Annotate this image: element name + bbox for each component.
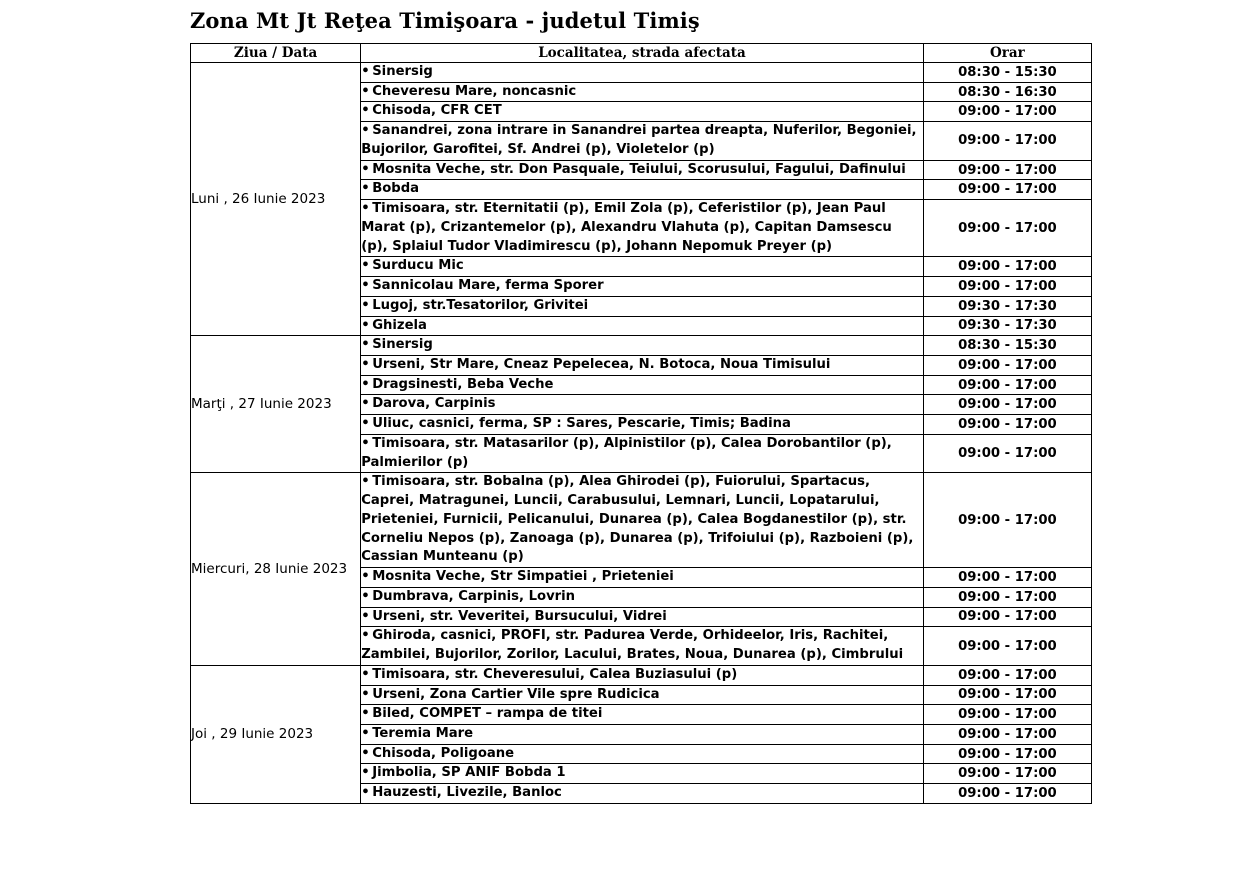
time-cell: 09:00 - 17:00 [923, 607, 1091, 627]
place-cell [361, 665, 924, 685]
table-row [191, 63, 1092, 83]
bullet-icon: • [361, 628, 370, 644]
place-cell [361, 102, 924, 122]
place-text: Dumbrava, Carpinis, Lovrin [372, 588, 576, 604]
place-cell [361, 356, 924, 376]
time-cell: 09:00 - 17:00 [923, 784, 1091, 804]
place-text: Lugoj, str.Tesatorilor, Grivitei [372, 297, 589, 313]
bullet-icon: • [361, 123, 370, 139]
place-text: Jimbolia, SP ANIF Bobda 1 [372, 765, 566, 781]
time-cell: 09:00 - 17:00 [923, 395, 1091, 415]
time-cell: 09:00 - 17:00 [923, 375, 1091, 395]
place-cell [361, 627, 924, 665]
place-cell [361, 316, 924, 336]
place-cell [361, 784, 924, 804]
place-cell [361, 63, 924, 83]
place-text: Timisoara, str. Eternitatii (p), Emil Zola (p), Ceferistilor (p), Jean Paul Marat (p), Crizantemelor (p), Alexandru Vlahuta (p), Capitan Damsescu (p), Splaiul Tudor Vladimirescu (p), Johann Nepomuk Preyer (p) [361, 201, 892, 254]
time-cell: 08:30 - 16:30 [923, 82, 1091, 102]
time-cell: 09:00 - 17:00 [923, 627, 1091, 665]
bullet-icon: • [361, 337, 370, 353]
place-text: Urseni, Str Mare, Cneaz Pepelecea, N. Botoca, Noua Timisului [372, 357, 831, 373]
place-text: Sinersig [372, 337, 433, 353]
time-cell: 09:00 - 17:00 [923, 102, 1091, 122]
bullet-icon: • [361, 83, 370, 99]
bullet-icon: • [361, 64, 370, 79]
column-header-time: Orar [923, 44, 1091, 63]
bullet-icon: • [361, 474, 370, 490]
page-title: Zona Mt Jt Reţea Timişoara - judetul Timiş [190, 8, 700, 33]
day-cell: Joi , 29 Iunie 2023 [191, 665, 361, 803]
time-cell: 09:00 - 17:00 [923, 160, 1091, 180]
bullet-icon: • [361, 317, 370, 333]
time-cell: 09:00 - 17:00 [923, 180, 1091, 200]
place-cell [361, 764, 924, 784]
place-cell [361, 415, 924, 435]
bullet-icon: • [361, 278, 370, 294]
time-cell: 09:00 - 17:00 [923, 705, 1091, 725]
place-text: Cheveresu Mare, noncasnic [372, 83, 577, 99]
place-text: Urseni, Zona Cartier Vile spre Rudicica [372, 686, 660, 702]
place-text: Uliuc, casnici, ferma, SP : Sares, Pescarie, Timis; Badina [372, 416, 791, 432]
time-cell: 08:30 - 15:30 [923, 336, 1091, 356]
place-text: Sinersig [372, 64, 433, 79]
place-cell [361, 473, 924, 568]
bullet-icon: • [361, 725, 370, 741]
place-cell [361, 744, 924, 764]
time-cell: 09:00 - 17:00 [923, 122, 1091, 160]
bullet-icon: • [361, 686, 370, 702]
place-cell [361, 122, 924, 160]
place-text: Chisoda, CFR CET [372, 103, 502, 119]
time-cell: 08:30 - 15:30 [923, 63, 1091, 83]
column-header-place: Localitatea, strada afectata [361, 44, 924, 63]
place-text: Ghiroda, casnici, PROFI, str. Padurea Verde, Orhideelor, Iris, Rachitei, Zambilei, Bujorilor, Zorilor, Lacului, Brates, Noua, Dunarea (p), Cimbrului [361, 628, 904, 663]
place-cell [361, 568, 924, 588]
table-header [191, 44, 1092, 63]
time-cell: 09:00 - 17:00 [923, 434, 1091, 472]
bullet-icon: • [361, 666, 370, 682]
bullet-icon: • [361, 765, 370, 781]
bullet-icon: • [361, 569, 370, 585]
place-cell [361, 160, 924, 180]
place-text: Timisoara, str. Matasarilor (p), Alpinistilor (p), Calea Dorobantilor (p), Palmierilor (p) [361, 435, 892, 470]
place-cell [361, 82, 924, 102]
place-text: Dragsinesti, Beba Veche [372, 376, 554, 392]
time-cell: 09:00 - 17:00 [923, 685, 1091, 705]
bullet-icon: • [361, 357, 370, 373]
table-row [191, 665, 1092, 685]
place-cell [361, 375, 924, 395]
outage-schedule-table [190, 43, 1092, 804]
place-text: Mosnita Veche, Str Simpatiei , Prieteniei [372, 569, 674, 585]
time-cell: 09:00 - 17:00 [923, 200, 1091, 257]
place-cell [361, 724, 924, 744]
place-text: Timisoara, str. Cheveresului, Calea Buziasului (p) [372, 666, 738, 682]
place-cell [361, 277, 924, 297]
table-body [191, 63, 1092, 804]
place-text: Ghizela [372, 317, 427, 333]
place-text: Darova, Carpinis [372, 396, 496, 412]
bullet-icon: • [361, 376, 370, 392]
place-text: Sannicolau Mare, ferma Sporer [372, 278, 604, 294]
day-cell: Miercuri, 28 Iunie 2023 [191, 473, 361, 665]
time-cell: 09:00 - 17:00 [923, 744, 1091, 764]
bullet-icon: • [361, 608, 370, 624]
place-text: Biled, COMPET – rampa de titei [372, 706, 603, 722]
place-cell [361, 434, 924, 472]
place-cell [361, 257, 924, 277]
place-text: Hauzesti, Livezile, Banloc [372, 785, 562, 801]
bullet-icon: • [361, 416, 370, 432]
bullet-icon: • [361, 396, 370, 412]
bullet-icon: • [361, 103, 370, 119]
bullet-icon: • [361, 297, 370, 313]
time-cell: 09:00 - 17:00 [923, 568, 1091, 588]
place-text: Teremia Mare [372, 725, 474, 741]
place-cell [361, 200, 924, 257]
bullet-icon: • [361, 435, 370, 451]
time-cell: 09:00 - 17:00 [923, 665, 1091, 685]
bullet-icon: • [361, 588, 370, 604]
time-cell: 09:00 - 17:00 [923, 356, 1091, 376]
bullet-icon: • [361, 745, 370, 761]
time-cell: 09:00 - 17:00 [923, 257, 1091, 277]
bullet-icon: • [361, 706, 370, 722]
time-cell: 09:30 - 17:30 [923, 316, 1091, 336]
place-text: Bobda [372, 181, 420, 197]
table-row [191, 336, 1092, 356]
table-header-row [191, 44, 1092, 63]
place-text: Sanandrei, zona intrare in Sanandrei partea dreapta, Nuferilor, Begoniei, Bujorilor, Garofitei, Sf. Andrei (p), Violetelor (p) [361, 123, 917, 157]
time-cell: 09:30 - 17:30 [923, 296, 1091, 316]
place-cell [361, 685, 924, 705]
bullet-icon: • [361, 258, 370, 274]
table-row [191, 473, 1092, 568]
time-cell: 09:00 - 17:00 [923, 473, 1091, 568]
place-cell [361, 705, 924, 725]
place-text: Timisoara, str. Bobalna (p), Alea Ghirodei (p), Fuiorului, Spartacus, Caprei, Matragunei, Luncii, Carabusului, Lemnari, Luncii, Lopatarului, Prieteniei, Furnicii, Pelicanului, Dunarea (p), Calea Bogdanestilor (p), str. Corneliu Nepos (p), Zanoaga (p), Dunarea (p), Trifoiului (p), Razboieni (p), Cassian Munteanu (p) [361, 474, 914, 565]
time-cell: 09:00 - 17:00 [923, 415, 1091, 435]
bullet-icon: • [361, 181, 370, 197]
place-cell [361, 607, 924, 627]
time-cell: 09:00 - 17:00 [923, 724, 1091, 744]
bullet-icon: • [361, 201, 370, 217]
bullet-icon: • [361, 785, 370, 801]
place-text: Chisoda, Poligoane [372, 745, 515, 761]
day-cell: Marţi , 27 Iunie 2023 [191, 336, 361, 473]
place-text: Mosnita Veche, str. Don Pasquale, Teiului, Scorusului, Fagului, Dafinului [372, 161, 906, 177]
place-cell [361, 395, 924, 415]
column-header-day: Ziua / Data [191, 44, 361, 63]
place-cell [361, 336, 924, 356]
place-cell [361, 587, 924, 607]
time-cell: 09:00 - 17:00 [923, 764, 1091, 784]
place-text: Urseni, str. Veveritei, Bursucului, Vidrei [372, 608, 667, 624]
place-cell [361, 180, 924, 200]
time-cell: 09:00 - 17:00 [923, 587, 1091, 607]
day-cell: Luni , 26 Iunie 2023 [191, 63, 361, 336]
place-text: Surducu Mic [372, 258, 464, 274]
bullet-icon: • [361, 161, 370, 177]
time-cell: 09:00 - 17:00 [923, 277, 1091, 297]
place-cell [361, 296, 924, 316]
